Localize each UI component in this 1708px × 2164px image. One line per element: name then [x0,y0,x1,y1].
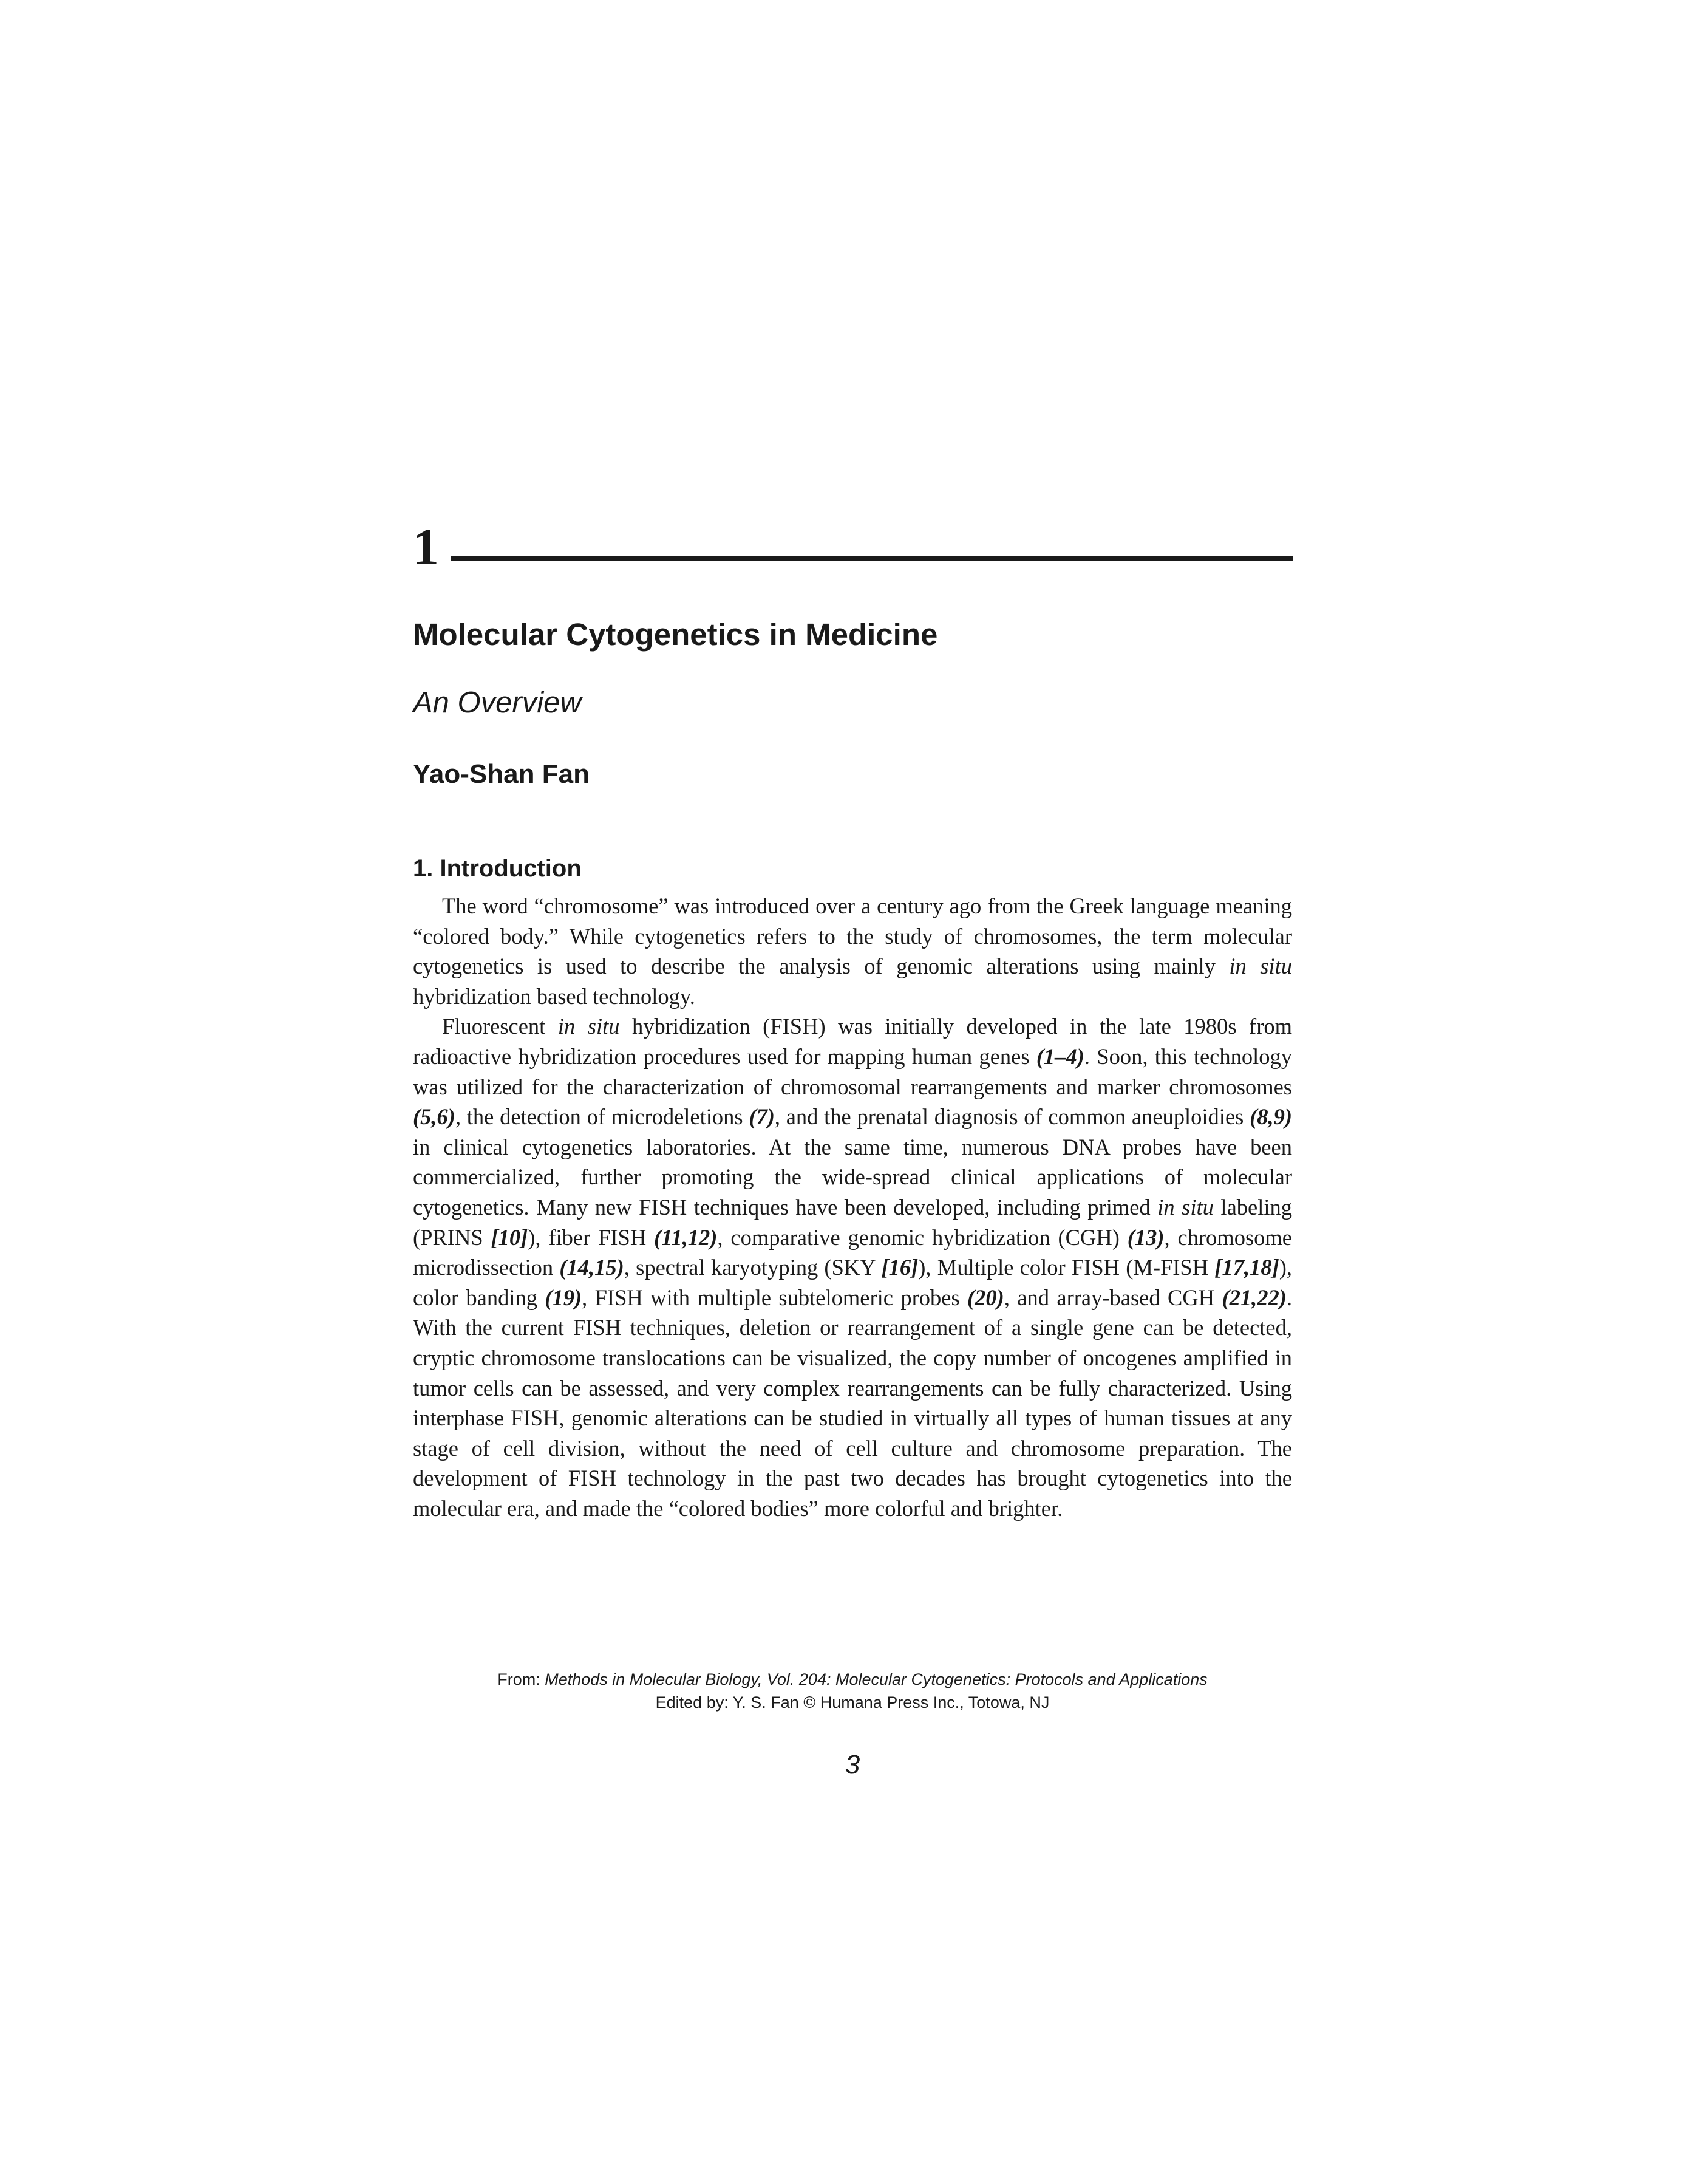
italic-term: in situ [557,1014,620,1039]
citation: (11,12) [654,1224,718,1250]
text-run: , comparative genomic hybridization (CGH) [717,1224,1128,1250]
citation: [16] [881,1255,919,1280]
citation: (14,15) [559,1255,624,1280]
italic-term: in situ [1157,1194,1214,1220]
chapter-number: 1 [413,517,439,576]
text-run: , the detection of microdeletions [455,1104,749,1130]
text-run: , and the prenatal diagnosis of common aneuploidies [774,1104,1250,1130]
text-run: labeling (PRINS [413,1194,1292,1250]
citation: (21,22) [1222,1285,1287,1310]
text-run: ), fiber FISH [528,1224,654,1250]
page-number: 3 [845,1750,860,1780]
citation: [17,18] [1214,1255,1279,1280]
text-run: in clinical cytogenetics laboratories. At the same time, numerous DNA probes have been commercialized, further promoting the wide-spread clinical applications of molecular cytogenetics. Many new FISH techniques have been developed, including primed [413,1134,1292,1220]
chapter-subtitle: An Overview [413,686,582,719]
text-run: , and array-based CGH [1004,1285,1222,1310]
text-run: , spectral karyotyping (SKY [624,1255,882,1280]
citation: [10] [491,1224,528,1250]
text-run: hybridization (FISH) was initially developed in the late 1980s from radioactive hybridization procedures used for mapping human genes [413,1014,1292,1069]
citation: (13) [1127,1224,1165,1250]
text-run: , chromosome microdissection [413,1224,1292,1280]
paragraph-2 [413,1011,1292,1523]
chapter-author: Yao-Shan Fan [413,759,590,789]
italic-term: in situ [1229,954,1292,979]
footnote-from-label: From: [497,1670,545,1688]
paragraph-1 [413,891,1292,1011]
footnote-source-line [413,1668,1292,1691]
footnote-edited-line: Edited by: Y. S. Fan © Humana Press Inc., Totowa, NJ [655,1693,1050,1712]
section-heading: 1. Introduction [413,855,582,882]
citation: (20) [967,1285,1004,1310]
chapter-title: Molecular Cytogenetics in Medicine [413,617,938,652]
text-run: Fluorescent [442,1014,558,1039]
text-run: ), color banding [413,1255,1293,1310]
citation: (19) [545,1285,582,1310]
chapter-rule [451,556,1293,561]
citation: (1–4) [1036,1043,1084,1069]
text-run: . With the current FISH techniques, deletion or rearrangement of a single gene can be detected, cryptic chromosome translocations can be visualized, the copy number of oncogenes amplified in tumor cells can be assessed, and very complex rearrangements can be fully characterized. Using interphase FISH, genomic alterations can be studied in virtually all types of human tissues at any stage of cell division, without the need of cell culture and chromosome preparation. The development of FISH technology in the past two decades has brought cytogenetics into the molecular era, and made the “colored bodies” more colorful and brighter. [413,1285,1292,1521]
chapter-header [413,516,1293,583]
source-footnote [413,1668,1292,1714]
text-run: . Soon, this technology was utilized for the characterization of chromosomal rearrangements and marker chromosomes [413,1043,1292,1099]
body-text [413,891,1292,1523]
text-run: The word “chromosome” was introduced over a century ago from the Greek language meaning “colored body.” While cytogenetics refers to the study of chromosomes, the term molecular cytogenetics is used to describe the analysis of genomic alterations using mainly [413,893,1292,979]
footnote-source: Methods in Molecular Biology, Vol. 204: Molecular Cytogenetics: Protocols and Applications [545,1670,1208,1688]
citation: (8,9) [1250,1104,1293,1130]
text-run: ), Multiple color FISH (M-FISH [918,1255,1215,1280]
text-run: hybridization based technology. [413,983,695,1009]
text-run: , FISH with multiple subtelomeric probes [582,1285,968,1310]
citation: (7) [749,1104,775,1130]
citation: (5,6) [413,1104,455,1130]
